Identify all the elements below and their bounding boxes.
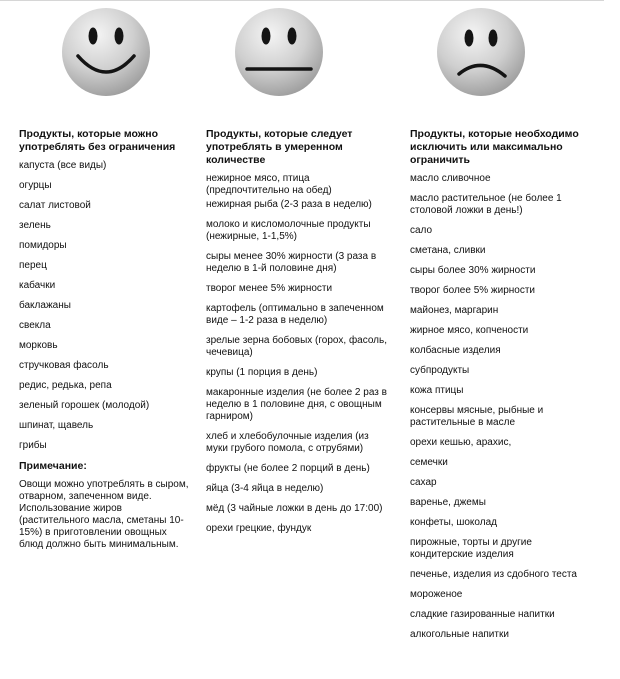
list-item: крупы (1 порция в день) [206, 367, 318, 378]
list-item: капуста (все виды) [19, 160, 107, 171]
list-item: мёд (3 чайные ложки в день до 17:00) [206, 503, 383, 514]
list-item: сыры более 30% жирности [410, 265, 536, 276]
sad-face-icon [435, 6, 527, 98]
list-item: салат листовой [19, 200, 91, 211]
list-item: нежирное мясо, птица (предпочтительно на обед) [206, 173, 332, 196]
list-item: сало [410, 225, 433, 236]
product-list [206, 173, 388, 535]
list-item: консервы мясные, рыбные и растительные в масле [410, 405, 544, 428]
list-item: баклажаны [19, 300, 71, 311]
list-item: конфеты, шоколад [410, 517, 497, 528]
list-item: творог более 5% жирности [410, 285, 536, 296]
column-heading: Продукты, которые необходимо исключить или максимально ограничить [410, 128, 579, 166]
list-item: зеленый горошек (молодой) [19, 400, 150, 411]
list-item: пирожные, торты и другие кондитерские изделия [410, 537, 532, 560]
list-item: морковь [19, 340, 58, 351]
list-item: орехи грецкие, фундук [206, 523, 312, 534]
list-item: кожа птицы [410, 385, 464, 396]
list-item: хлеб и хлебобулочные изделия (из муки грубого помола, с отрубями) [206, 431, 369, 454]
list-item: фрукты (не более 2 порций в день) [206, 463, 370, 474]
happy-face-icon [60, 6, 152, 98]
list-item: творог менее 5% жирности [206, 283, 333, 294]
list-item: свекла [19, 320, 51, 331]
list-item: кабачки [19, 280, 56, 291]
list-item: макаронные изделия (не более 2 раз в неделю в 1 половине дня, с овощным гарниром) [206, 387, 387, 422]
list-item: грибы [19, 440, 47, 451]
list-item: майонез, маргарин [410, 305, 499, 316]
product-list [19, 160, 191, 452]
list-item: зрелые зерна бобовых (горох, фасоль, чечевица) [206, 335, 388, 358]
list-item: печенье, изделия из сдобного теста [410, 569, 577, 580]
list-item: стручковая фасоль [19, 360, 109, 371]
column-moderate [206, 128, 388, 543]
column-heading: Продукты, которые следует употреблять в умеренном количестве [206, 128, 353, 166]
list-item: жирное мясо, копчености [410, 325, 529, 336]
list-item: картофель (оптимально в запеченном виде – 1-2 раза в неделю) [206, 303, 384, 326]
column-restricted [410, 128, 595, 649]
list-item: нежирная рыба (2-3 раза в неделю) [206, 199, 372, 210]
list-item: шпинат, щавель [19, 420, 94, 431]
list-item: огурцы [19, 180, 52, 191]
list-item: сыры менее 30% жирности (3 раза в неделю в 1-й половине дня) [206, 251, 377, 274]
list-item: масло сливочное [410, 173, 491, 184]
note-title: Примечание: [19, 460, 87, 472]
note-text: Овощи можно употреблять в сыром, отварном, запеченном виде. Использование жиров (растительного масла, сметаны 10-15%) в приготовлении овощных блюд должно быть минимальным. [19, 479, 189, 550]
list-item: яйца (3-4 яйца в неделю) [206, 483, 324, 494]
list-item: колбасные изделия [410, 345, 501, 356]
list-item: субпродукты [410, 365, 470, 376]
top-divider [0, 0, 604, 1]
list-item: сметана, сливки [410, 245, 486, 256]
list-item: семечки [410, 457, 448, 468]
list-item: варенье, джемы [410, 497, 486, 508]
column-heading: Продукты, которые можно употреблять без ограничения [19, 128, 176, 153]
list-item: редис, редька, репа [19, 380, 112, 391]
product-list [410, 173, 595, 641]
list-item: зелень [19, 220, 51, 231]
column-unrestricted [19, 128, 191, 551]
list-item: перец [19, 260, 47, 271]
list-item: молоко и кисломолочные продукты (нежирные, 1-1,5%) [206, 219, 371, 242]
list-item: масло растительное (не более 1 столовой ложки в день!) [410, 193, 562, 216]
list-item: помидоры [19, 240, 67, 251]
list-item: сладкие газированные напитки [410, 609, 555, 620]
list-item: сахар [410, 477, 437, 488]
neutral-face-icon [233, 6, 325, 98]
list-item: мороженое [410, 589, 463, 600]
list-item: алкогольные напитки [410, 629, 509, 640]
list-item: орехи кешью, арахис, [410, 437, 512, 448]
